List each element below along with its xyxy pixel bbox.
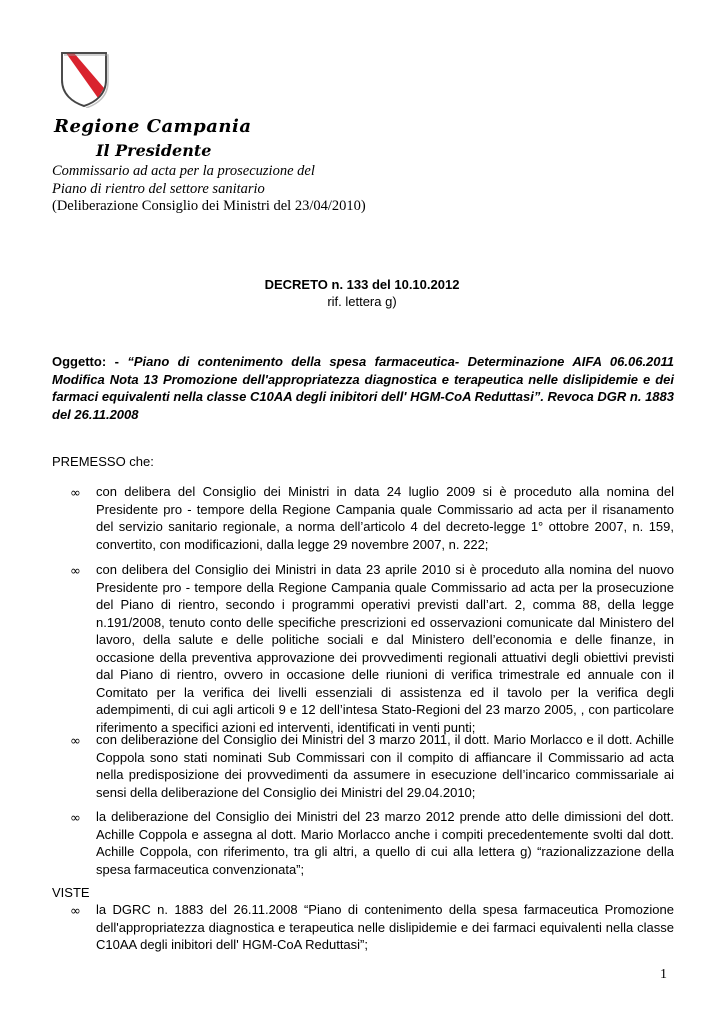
viste-item-1: la DGRC n. 1883 del 26.11.2008 “Piano di contenimento della spesa farmaceutica Promozione dell'appropriatezza diagnostica e terapeutica nelle dislipidemie e dei farmaci equivalenti nella classe C10AA degli inibitori dell' HGM-CoA Reduttasi”; — [96, 902, 674, 952]
premesso-item-4: la deliberazione del Consiglio dei Ministri del 23 marzo 2012 prende atto delle dimissioni del dott. Achille Coppola e assegna al dott. Mario Morlacco anche i compiti precedentemente svolti dal dott. Achille Coppola, con riferimento, tra gli altri, a quello di cui alla lettera g) “razionalizzazione della spesa farmaceutica convenzionata”; — [96, 809, 674, 877]
premesso-item-2: con delibera del Consiglio dei Ministri in data 23 aprile 2010 si è proceduto alla nomina del nuovo Presidente pro - tempore della Regione Campania quale Commissario ad acta per la prosecuzione del Piano di rientro, secondo i programmi operativi previsti dall’art. 2, comma 88, della legge n.191/2008, tenuto conto delle specifiche prescrizioni ed osservazioni comunicate dal Ministero del lavoro, della salute e delle politiche sociali e dal Ministero dell’economia e delle finanze, in occasione della preventiva approvazione dei provvedimenti regionali attuativi degli obiettivi previsti dal Piano di rientro, ovvero in occasione delle riunioni di verifica trimestrale ed annuale con il Comitato per la verifica dei livelli essenziali di assistenza ed il tavolo per la verifica degli adempimenti, di cui agli articoli 9 e 12 dell’intesa Stato-Regioni del 23 marzo 2005, , con particolare riferimento a specifici azioni ed interventi, identificati in venti punti; — [96, 562, 674, 735]
decree-title: DECRETO n. 133 del 10.10.2012 — [264, 277, 460, 292]
viste-heading: VISTE — [52, 885, 90, 900]
region-name: Regione Campania — [54, 116, 252, 137]
bullet-icon: ∞ — [70, 564, 81, 579]
commissioner-line-2: Piano di rientro del settore sanitario — [52, 181, 265, 197]
campania-coat-of-arms-icon — [58, 50, 110, 108]
subject-label: Oggetto: - — [52, 354, 119, 369]
premesso-item-3: con deliberazione del Consiglio dei Ministri del 3 marzo 2011, il dott. Mario Morlacco e il dott. Achille Coppola sono stati nominati Sub Commissari con il compito di affiancare il Commissario ad acta nella predisposizione dei provvedimenti da assumere in esecuzione dell’incarico commissariale ai sensi della deliberazione del Consiglio dei Ministri del 29.04.2010; — [96, 732, 674, 800]
bullet-icon: ∞ — [70, 486, 81, 501]
subject-text: “Piano di contenimento della spesa farmaceutica- Determinazione AIFA 06.06.2011 Modifica Nota 13 Promozione dell'appropriatezza diagnostica e terapeutica nelle dislipidemie e dei farmaci equivalenti nella classe C10AA degli inibitori dell' HGM-CoA Reduttasi”. Revoca DGR n. 1883 del 26.11.2008 — [52, 354, 675, 422]
president-title: Il Presidente — [96, 141, 212, 160]
page-number: 1 — [660, 967, 667, 982]
premesso-heading: PREMESSO che: — [52, 454, 154, 469]
bullet-icon: ∞ — [70, 811, 81, 826]
decree-reference: rif. lettera g) — [327, 294, 397, 309]
commissioner-line-1: Commissario ad acta per la prosecuzione del — [52, 163, 315, 179]
bullet-icon: ∞ — [70, 734, 81, 749]
bullet-icon: ∞ — [70, 904, 81, 919]
premesso-item-1: con delibera del Consiglio dei Ministri in data 24 luglio 2009 si è proceduto alla nomina del Presidente pro - tempore della Regione Campania quale Commissario ad acta per il risanamento del servizio sanitario regionale, a norma dell’articolo 4 del decreto-legge 1° ottobre 2007, n. 159, convertito, con modificazioni, dalla legge 29 novembre 2007, n. 222; — [96, 484, 674, 552]
subject-paragraph — [52, 353, 674, 423]
commissioner-line-3: (Deliberazione Consiglio dei Ministri del 23/04/2010) — [52, 198, 366, 214]
